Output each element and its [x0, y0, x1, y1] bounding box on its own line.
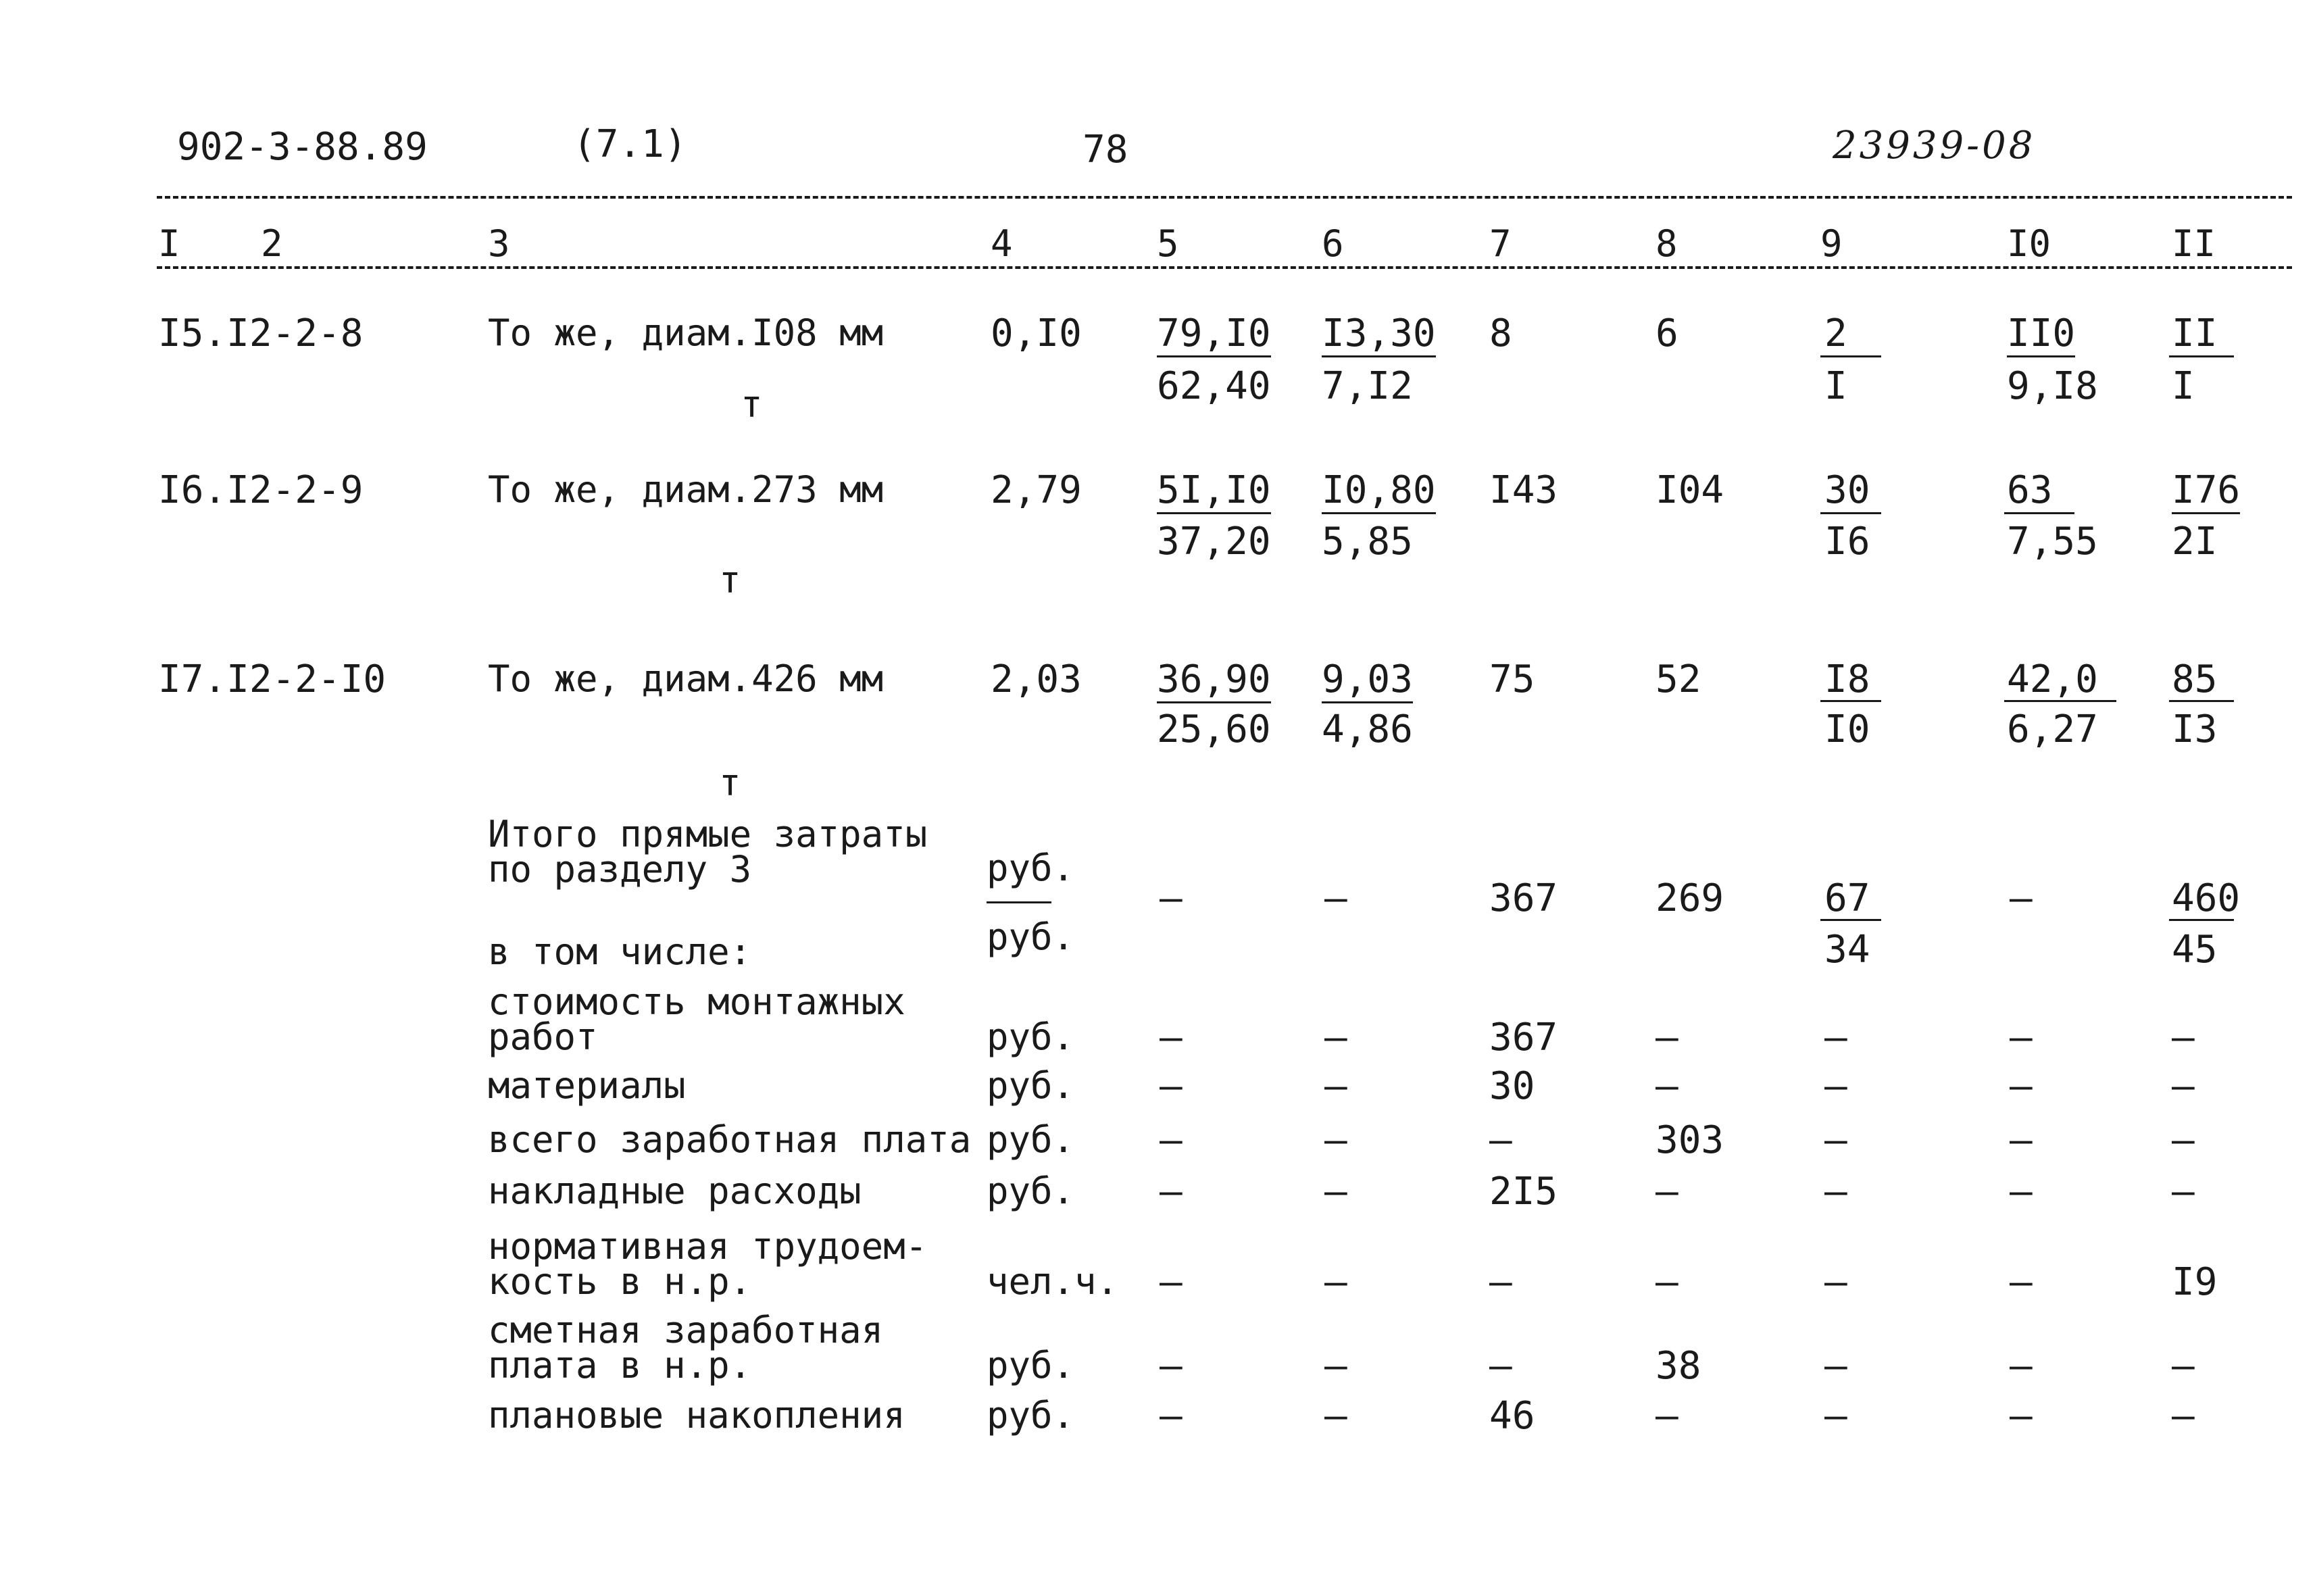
totals-col8: 269	[1656, 876, 1724, 920]
row-col10-top: 63	[2007, 468, 2053, 512]
row-col6-top: I0,80	[1322, 472, 1436, 514]
breakdown-c5: –	[1160, 1394, 1183, 1438]
row-col6-bottom: 7,I2	[1322, 364, 1413, 408]
row-description: То же, диам.I08 мм	[488, 311, 884, 354]
breakdown-label-line1: материалы	[488, 1064, 686, 1107]
row-unit-cost-top: 5I,I0	[1157, 472, 1271, 514]
row-col7: 75	[1489, 657, 1535, 701]
totals-col9-bottom: 34	[1824, 928, 1870, 972]
breakdown-label-line1: накладные расходы	[488, 1170, 862, 1212]
row-col9-rule	[1820, 512, 1881, 514]
row-code: I6.I2-2-9	[158, 468, 364, 512]
column-number-11: II	[2172, 222, 2216, 265]
row-quantity: 2,79	[991, 468, 1082, 512]
breakdown-c5: –	[1160, 1170, 1183, 1214]
column-number-5: 5	[1157, 222, 1179, 265]
row-quantity: 2,03	[991, 657, 1082, 701]
breakdown-c11: –	[2172, 1064, 2195, 1108]
breakdown-c10: –	[2010, 1260, 2033, 1304]
breakdown-label-line1: всего заработная плата	[488, 1118, 972, 1161]
column-number-2: 2	[261, 222, 283, 265]
row-col11-top: II	[2172, 311, 2218, 355]
row-col11-top: I76	[2172, 472, 2240, 514]
breakdown-c9: –	[1824, 1344, 1847, 1388]
row-quantity: 0,I0	[991, 311, 1082, 355]
breakdown-c8: –	[1656, 1064, 1678, 1108]
breakdown-c10: –	[2010, 1016, 2033, 1059]
breakdown-c7: –	[1489, 1118, 1512, 1162]
totals-label-line2: по разделу 3	[488, 848, 752, 891]
totals-col9-rule	[1820, 919, 1881, 921]
breakdown-unit: чел.ч.	[987, 1260, 1119, 1303]
breakdown-c6: –	[1324, 1016, 1347, 1059]
row-col10-rule	[2004, 512, 2074, 514]
breakdown-c9: –	[1824, 1170, 1847, 1214]
row-col9-top: I8	[1824, 657, 1870, 701]
column-number-6: 6	[1322, 222, 1344, 265]
column-number-7: 7	[1489, 222, 1512, 265]
breakdown-c5: –	[1160, 1344, 1183, 1388]
row-unit: т	[719, 762, 741, 804]
breakdown-c6: –	[1324, 1344, 1347, 1388]
row-col8: I04	[1656, 468, 1724, 512]
column-number-10: I0	[2007, 222, 2051, 265]
row-col9-bottom: I0	[1824, 707, 1870, 751]
totals-col11-bottom: 45	[2172, 928, 2218, 972]
breakdown-unit: руб.	[987, 1016, 1075, 1058]
header-divider	[157, 196, 2292, 199]
breakdown-c7: 2I5	[1489, 1170, 1558, 1214]
totals-unit-bottom: руб.	[987, 916, 1075, 958]
row-unit-cost-top: 36,90	[1157, 661, 1271, 703]
row-col6-bottom: 4,86	[1322, 707, 1413, 751]
breakdown-c10: –	[2010, 1394, 2033, 1438]
breakdown-unit: руб.	[987, 1394, 1075, 1437]
row-col11-rule	[2169, 355, 2234, 357]
row-col7: 8	[1489, 311, 1512, 355]
row-col10-top: II0	[2007, 315, 2075, 357]
breakdown-label-line2: работ	[488, 1016, 598, 1058]
breakdown-c11: –	[2172, 1394, 2195, 1438]
breakdown-c7: 46	[1489, 1394, 1535, 1438]
breakdown-c10: –	[2010, 1118, 2033, 1162]
document-code: 902-3-88.89	[177, 125, 428, 169]
breakdown-c6: –	[1324, 1394, 1347, 1438]
column-header-divider	[157, 266, 2292, 269]
row-col11-top: 85	[2172, 657, 2218, 701]
breakdown-c11: –	[2172, 1016, 2195, 1059]
breakdown-label-line2: плата в н.р.	[488, 1344, 752, 1387]
row-col10-bottom: 7,55	[2007, 520, 2098, 564]
breakdown-label-line1: нормативная трудоем-	[488, 1225, 928, 1268]
row-col6-top: 9,03	[1322, 661, 1413, 703]
breakdown-c7: –	[1489, 1260, 1512, 1304]
row-col10-bottom: 9,I8	[2007, 364, 2098, 408]
breakdown-c5: –	[1160, 1118, 1183, 1162]
row-code: I7.I2-2-I0	[158, 657, 387, 701]
breakdown-c5: –	[1160, 1064, 1183, 1108]
totals-col6: –	[1324, 876, 1347, 920]
breakdown-c10: –	[2010, 1064, 2033, 1108]
totals-label-line1: Итого прямые затраты	[488, 813, 928, 855]
column-number-8: 8	[1656, 222, 1678, 265]
column-number-9: 9	[1820, 222, 1843, 265]
breakdown-c10: –	[2010, 1344, 2033, 1388]
breakdown-unit: руб.	[987, 1170, 1075, 1212]
row-col8: 6	[1656, 311, 1678, 355]
row-unit-cost-top: 79,I0	[1157, 315, 1271, 357]
row-unit-cost-bottom: 37,20	[1157, 520, 1271, 564]
row-col11-bottom: I3	[2172, 707, 2218, 751]
breakdown-c9: –	[1824, 1064, 1847, 1108]
row-col6-bottom: 5,85	[1322, 520, 1413, 564]
row-unit-cost-bottom: 25,60	[1157, 707, 1271, 751]
row-col9-top: 30	[1824, 468, 1870, 512]
row-col10-top: 42,0	[2007, 657, 2098, 701]
breakdown-c7: 367	[1489, 1016, 1558, 1059]
breakdown-unit: руб.	[987, 1064, 1075, 1107]
totals-col5: –	[1160, 876, 1183, 920]
row-unit: т	[741, 383, 763, 426]
breakdown-c6: –	[1324, 1118, 1347, 1162]
row-col11-bottom: 2I	[2172, 520, 2218, 564]
column-number-1: I	[158, 222, 180, 265]
row-code: I5.I2-2-8	[158, 311, 364, 355]
row-unit-cost-bottom: 62,40	[1157, 364, 1271, 408]
row-col11-bottom: I	[2172, 364, 2195, 408]
breakdown-c11: –	[2172, 1170, 2195, 1214]
breakdown-c11: I9	[2172, 1260, 2218, 1304]
row-col9-rule	[1820, 355, 1881, 357]
totals-unit-top: руб.	[987, 847, 1075, 889]
row-col10-rule	[2004, 700, 2116, 702]
breakdown-label-line2: кость в н.р.	[488, 1260, 752, 1303]
breakdown-c8: –	[1656, 1016, 1678, 1059]
row-unit: т	[719, 559, 741, 601]
breakdown-unit: руб.	[987, 1344, 1075, 1387]
including-label: в том числе:	[488, 930, 752, 973]
breakdown-c9: –	[1824, 1394, 1847, 1438]
row-description: То же, диам.426 мм	[488, 657, 884, 700]
inventory-number: 23939-08	[1833, 124, 2036, 168]
totals-col11-top: 460	[2172, 876, 2241, 920]
breakdown-label-line1: сметная заработная	[488, 1309, 884, 1351]
breakdown-c6: –	[1324, 1170, 1347, 1214]
breakdown-c6: –	[1324, 1260, 1347, 1304]
breakdown-unit: руб.	[987, 1118, 1075, 1161]
row-col9-rule	[1820, 700, 1881, 702]
breakdown-c11: –	[2172, 1118, 2195, 1162]
row-col9-top: 2	[1824, 311, 1847, 355]
breakdown-c8: 38	[1656, 1344, 1701, 1388]
breakdown-c10: –	[2010, 1170, 2033, 1214]
breakdown-c5: –	[1160, 1016, 1183, 1059]
breakdown-c8: –	[1656, 1170, 1678, 1214]
totals-unit-rule	[987, 901, 1051, 903]
breakdown-c9: –	[1824, 1118, 1847, 1162]
row-col11-rule	[2169, 700, 2234, 702]
totals-col10: –	[2010, 876, 2033, 920]
breakdown-c8: 303	[1656, 1118, 1724, 1162]
breakdown-c7: 30	[1489, 1064, 1535, 1108]
row-col9-bottom: I	[1824, 364, 1847, 408]
breakdown-c8: –	[1656, 1394, 1678, 1438]
totals-col9-top: 67	[1824, 876, 1870, 920]
row-col9-bottom: I6	[1824, 520, 1870, 564]
breakdown-c7: –	[1489, 1344, 1512, 1388]
part-number: (7.1)	[573, 122, 687, 166]
breakdown-c5: –	[1160, 1260, 1183, 1304]
breakdown-c9: –	[1824, 1016, 1847, 1059]
row-col7: I43	[1489, 468, 1558, 512]
column-number-3: 3	[488, 222, 510, 265]
row-col6-top: I3,30	[1322, 315, 1436, 357]
totals-col11-rule	[2169, 919, 2234, 921]
breakdown-label-line1: плановые накопления	[488, 1394, 905, 1437]
breakdown-c9: –	[1824, 1260, 1847, 1304]
row-col8: 52	[1656, 657, 1701, 701]
row-col10-bottom: 6,27	[2007, 707, 2098, 751]
column-number-4: 4	[991, 222, 1013, 265]
page-number: 78	[1082, 128, 1128, 172]
breakdown-c6: –	[1324, 1064, 1347, 1108]
row-description: То же, диам.273 мм	[488, 468, 884, 511]
totals-col7: 367	[1489, 876, 1558, 920]
breakdown-c11: –	[2172, 1344, 2195, 1388]
breakdown-label-line1: стоимость монтажных	[488, 980, 905, 1023]
breakdown-c8: –	[1656, 1260, 1678, 1304]
